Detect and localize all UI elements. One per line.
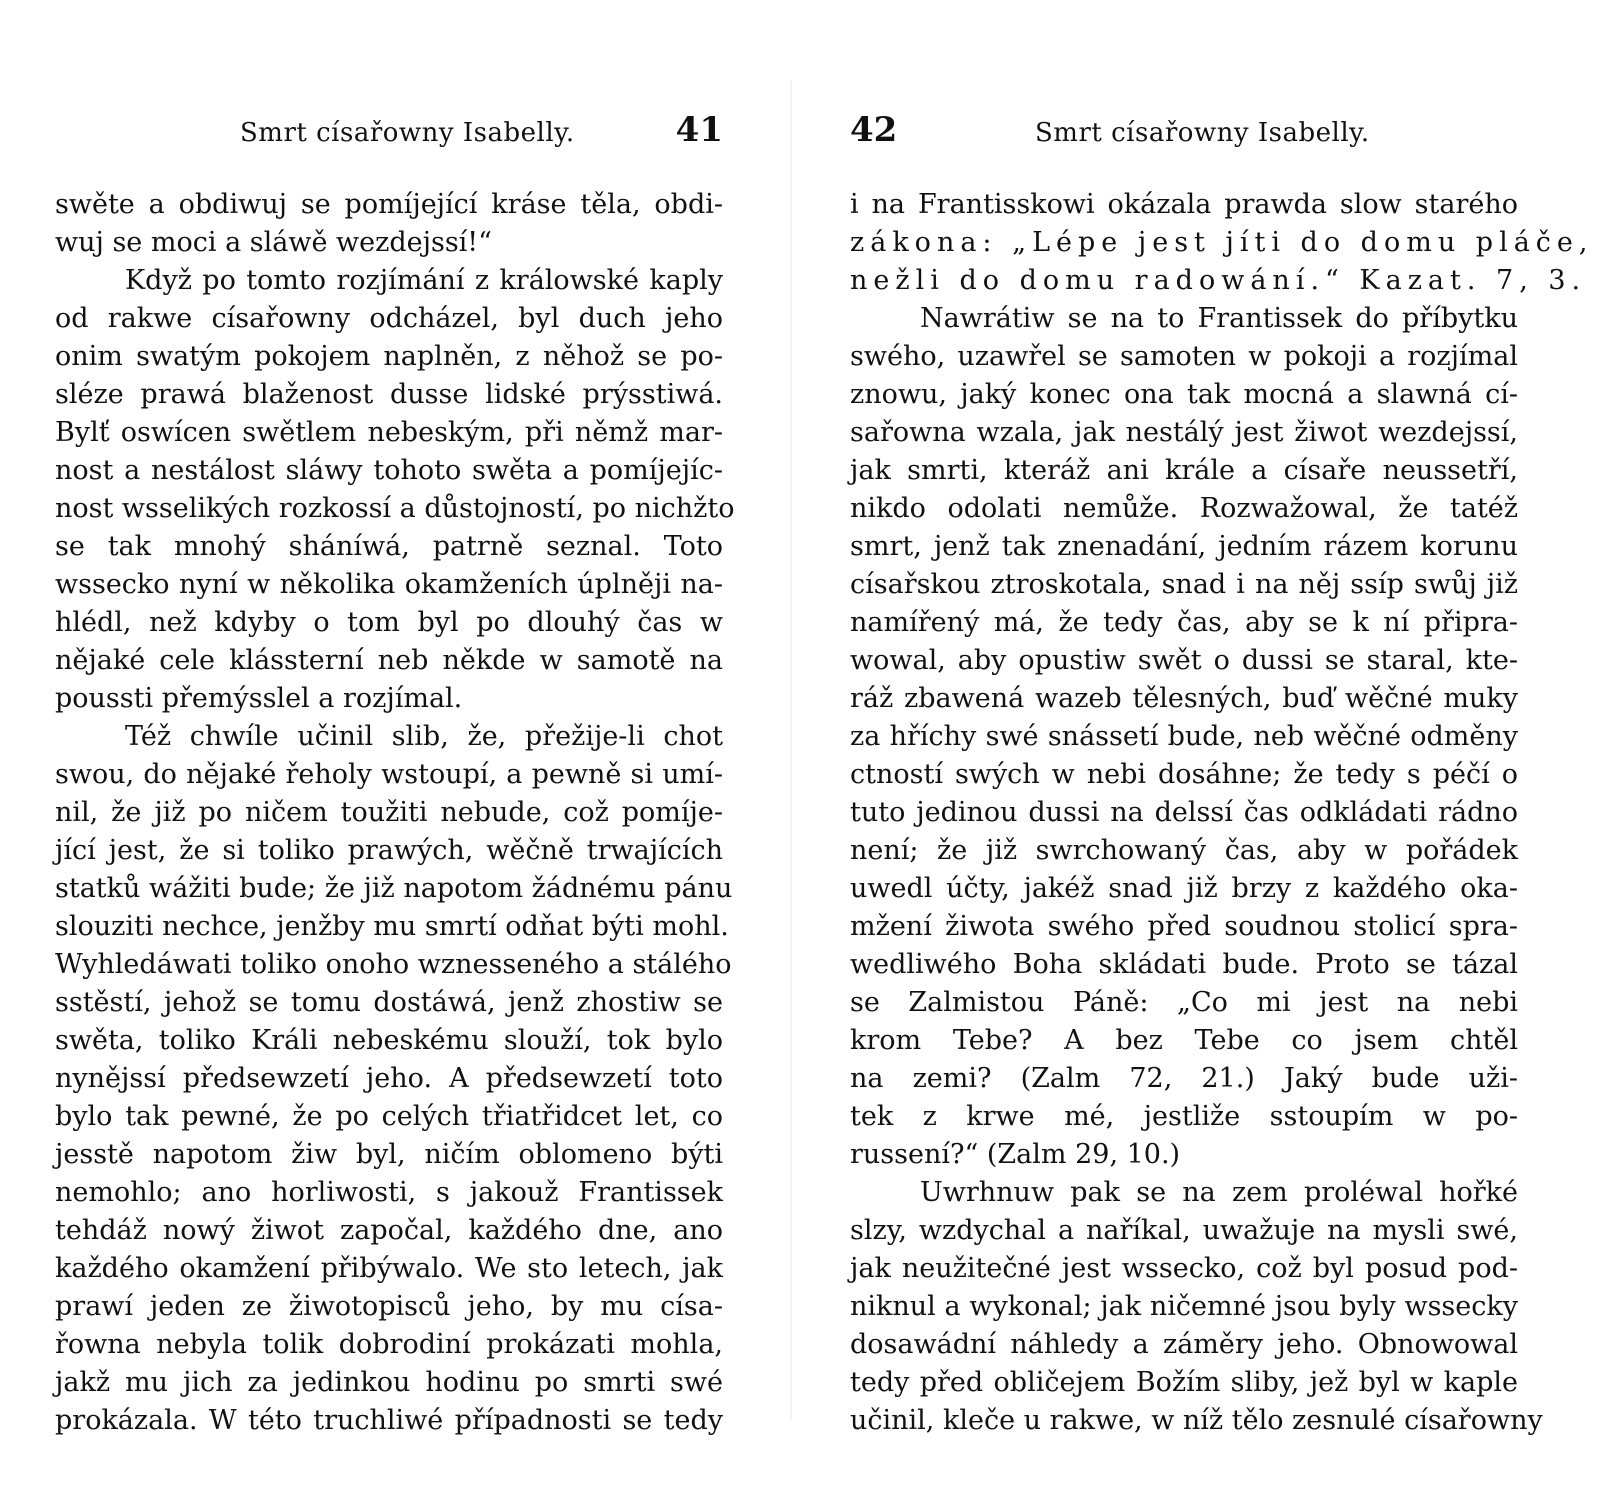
- text-line: nost a nestálost sláwy tohoto swěta a pomíjejíc-: [55, 455, 723, 486]
- text-line: prokázala. W této truchliwé případnosti se tedy: [55, 1405, 723, 1436]
- page-number: 41: [675, 110, 723, 150]
- text-line: nějaké cele klássterní neb někde w samotě na: [55, 645, 723, 676]
- text-line: swou, do nějaké řeholy wstoupí, a pewně si umí-: [55, 759, 723, 790]
- text-line: wuj se moci a sláwě wezdejssí!“: [55, 227, 492, 258]
- text-line: jak neužitečné jest wssecko, což byl posud pod-: [850, 1253, 1518, 1284]
- text-line: krom Tebe? A bez Tebe co jsem chtěl: [850, 1025, 1518, 1056]
- text-line: se Zalmistou Páně: „Co mi jest na nebi: [850, 987, 1518, 1018]
- text-line: jesstě napotom žiw byl, ničím oblomeno býti: [55, 1139, 723, 1170]
- left-page-header: [55, 110, 723, 160]
- text-line: smrt, jenž tak znenadání, jedním rázem korunu: [850, 531, 1518, 562]
- text-line: poussti přemýsslel a rozjímal.: [55, 683, 463, 714]
- text-line: statků wážiti bude; že již napotom žádnému pánu: [55, 873, 733, 904]
- text-line: wedliwého Boha skládati bude. Proto se tázal: [850, 949, 1518, 980]
- text-line: slouziti nechce, jenžby mu smrtí odňat býti mohl.: [55, 911, 729, 942]
- text-line: nynějssí předsewzetí jeho. A předsewzetí toto: [55, 1063, 723, 1094]
- text-line: sstěstí, jehož se tomu dostáwá, jenž zhostiw se: [55, 987, 723, 1018]
- text-line: od rakwe císařowny odcházel, byl duch jeho: [55, 303, 723, 334]
- text-line: ráž zbawená wazeb tělesných, buď wěčné muky: [850, 683, 1518, 714]
- text-line: každého okamžení přibýwalo. We sto letech, jak: [55, 1253, 723, 1284]
- text-line: nost wsselikých rozkossí a důstojností, po nichžto: [55, 493, 735, 524]
- text-line: bylo tak pewné, že po celých třiatřidcet let, co: [55, 1101, 723, 1132]
- text-line: tedy před obličejem Božím sliby, jež byl w kaple: [850, 1367, 1518, 1398]
- text-line: sařowna wzala, jak nestálý jest žiwot wezdejssí,: [850, 417, 1518, 448]
- text-line: zákona: „Lépe jest jíti do domu pláče,: [850, 227, 1594, 258]
- text-line: nežli do domu radowání.“ Kazat. 7, 3.: [850, 265, 1587, 296]
- right-page-header: [850, 110, 1518, 160]
- text-line: tehdáž nowý žiwot započal, každého dne, ano: [55, 1215, 723, 1246]
- running-title: Smrt císařowny Isabelly.: [240, 118, 575, 148]
- text-line: swého, uzawřel se samoten w pokoji a rozjímal: [850, 341, 1518, 372]
- text-line: i na Frantisskowi okázala prawda slow starého: [850, 189, 1518, 220]
- text-line: jakž mu jich za jedinkou hodinu po smrti swé: [55, 1367, 723, 1398]
- text-line: znowu, jaký konec ona tak mocná a slawná cí-: [850, 379, 1518, 410]
- text-line: nikdo odolati nemůže. Rozwažowal, že tatéž: [850, 493, 1518, 524]
- left-page-text: [55, 186, 735, 1440]
- right-page: [850, 0, 1594, 1500]
- text-line: hlédl, než kdyby o tom byl po dlouhý čas w: [55, 607, 723, 638]
- text-line: swěte a obdiwuj se pomíjející kráse těla, obdi-: [55, 189, 723, 220]
- text-line: na zemi? (Zalm 72, 21.) Jaký bude uži-: [850, 1063, 1518, 1094]
- right-page-text: [850, 186, 1594, 1440]
- text-line: jící jest, že si toliko prawých, wěčně trwajících: [55, 835, 723, 866]
- text-line: se tak mnohý sháníwá, patrně seznal. Toto: [55, 531, 723, 562]
- text-line: jak smrti, kteráž ani krále a císaře neussetří,: [850, 455, 1518, 486]
- text-line: císařskou ztroskotala, snad i na něj ssíp swůj již: [850, 569, 1518, 600]
- text-line: slzy, wzdychal a naříkal, uwažuje na mysli swé,: [850, 1215, 1518, 1246]
- text-line: mžení žiwota swého před soudnou stolicí spra-: [850, 911, 1518, 942]
- text-line: onim swatým pokojem naplněn, z něhož se po-: [55, 341, 723, 372]
- text-line: namířený má, že tedy čas, aby se k ní připra-: [850, 607, 1518, 638]
- text-line: Též chwíle učinil slib, že, přežije-li chot: [125, 721, 723, 752]
- text-line: wowal, aby opustiw swět o dussi se staral, kte-: [850, 645, 1518, 676]
- text-line: řowna nebyla tolik dobrodiní prokázati mohla,: [55, 1329, 723, 1360]
- running-title: Smrt císařowny Isabelly.: [1035, 118, 1370, 148]
- text-line: Bylť oswícen swětlem nebeským, při němž mar-: [55, 417, 723, 448]
- text-line: za hříchy swé snássetí bude, neb wěčné odměny: [850, 721, 1518, 752]
- text-line: swěta, toliko Králi nebeskému slouží, tok bylo: [55, 1025, 723, 1056]
- text-line: nemohlo; ano horliwosti, s jakouž Frantissek: [55, 1177, 723, 1208]
- text-line: russení?“ (Zalm 29, 10.): [850, 1139, 1181, 1170]
- text-line: učinil, kleče u rakwe, w níž tělo zesnulé císařowny: [850, 1405, 1543, 1436]
- text-line: Když po tomto rozjímání z králowské kaply: [125, 265, 723, 296]
- text-line: ctností swých w nebi dosáhne; že tedy s péčí o: [850, 759, 1518, 790]
- text-line: Uwrhnuw pak se na zem proléwal hořké: [920, 1177, 1518, 1208]
- text-line: není; že již swrchowaný čas, aby w pořádek: [850, 835, 1518, 866]
- text-line: tuto jedinou dussi na delssí čas odkládati rádno: [850, 797, 1518, 828]
- text-line: prawí jeden ze žiwotopisců jeho, by mu císa-: [55, 1291, 723, 1322]
- page-gutter: [790, 80, 792, 1420]
- text-line: tek z krwe mé, jestliže sstoupím w po-: [850, 1101, 1518, 1132]
- text-line: nil, že již po ničem toužiti nebude, což pomíje-: [55, 797, 723, 828]
- text-line: Nawrátiw se na to Frantissek do příbytku: [920, 303, 1518, 334]
- text-line: wssecko nyní w několika okamženích úplněji na-: [55, 569, 723, 600]
- text-line: uwedl účty, jakéž snad již brzy z každého oka-: [850, 873, 1518, 904]
- page-number: 42: [850, 110, 898, 150]
- text-line: dosawádní náhledy a záměry jeho. Obnowowal: [850, 1329, 1518, 1360]
- text-line: sléze prawá blaženost dusse lidské prýsstiwá.: [55, 379, 723, 410]
- text-line: Wyhledáwati toliko onoho wznesseného a stálého: [55, 949, 732, 980]
- text-line: niknul a wykonal; jak ničemné jsou byly wssecky: [850, 1291, 1518, 1322]
- left-page: [55, 0, 735, 1500]
